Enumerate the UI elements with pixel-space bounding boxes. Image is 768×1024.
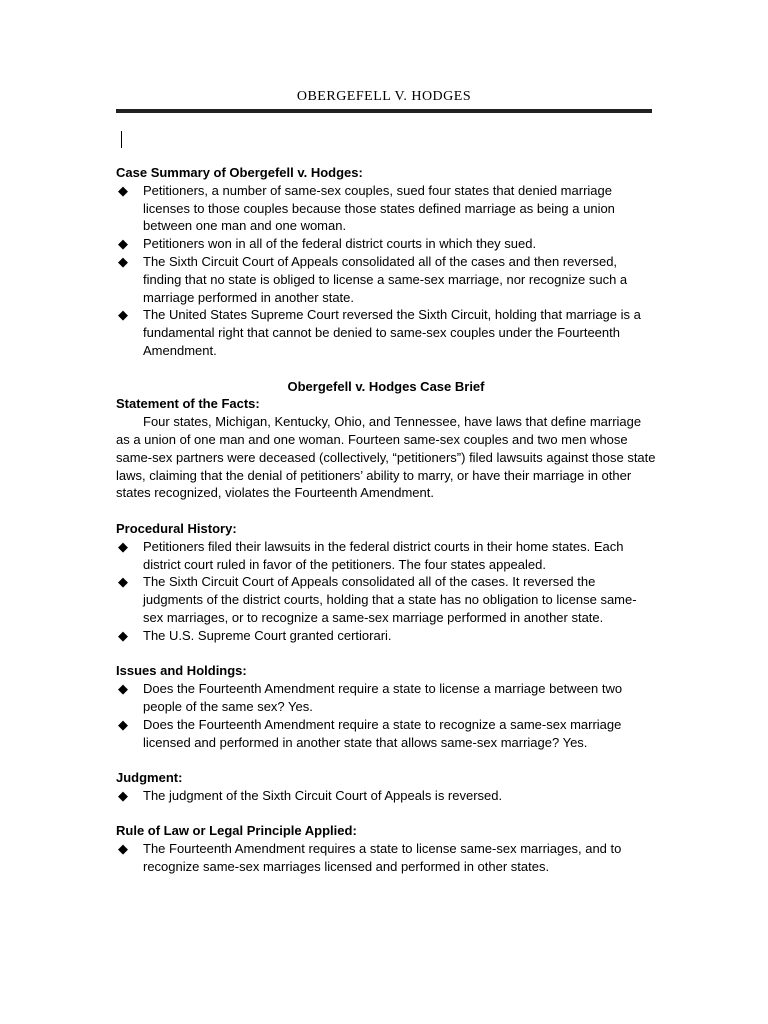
diamond-bullet-icon: ◆ [118,681,128,697]
list-item [116,627,656,645]
diamond-bullet-icon: ◆ [118,716,128,732]
issues-list [116,680,656,751]
list-item [116,182,656,235]
list-item [116,573,656,626]
diamond-bullet-icon: ◆ [118,627,128,643]
list-item-text: The Sixth Circuit Court of Appeals consolidated all of the cases and then reversed, finding that no state is obliged to license a same-sex marriage, nor recognize such a marriage performed in another state. [143,253,628,305]
issues-heading: Issues and Holdings: [116,663,247,679]
list-item [116,235,656,253]
diamond-bullet-icon: ◆ [118,236,128,252]
list-item-text: The Sixth Circuit Court of Appeals consolidated all of the cases. It reversed the judgments of the district courts, holding that a state has no obligation to license same-sex marriages, or to recognize a same-sex marriage performed in another state. [143,574,637,625]
diamond-bullet-icon: ◆ [118,538,128,554]
diamond-bullet-icon: ◆ [118,574,128,590]
text-cursor [121,131,122,148]
list-item [116,538,656,574]
header-rule [116,109,652,113]
case-brief-title: Obergefell v. Hodges Case Brief [287,378,485,394]
diamond-bullet-icon: ◆ [118,182,128,198]
list-item-text: Does the Fourteenth Amendment require a state to recognize a same-sex marriage licensed and performed in another state that allows same-sex marriage? Yes. [143,716,622,750]
list-item-text: The judgment of the Sixth Circuit Court of Appeals is reversed. [143,787,503,803]
rule-of-law-heading: Rule of Law or Legal Principle Applied: [116,823,357,839]
judgment-heading: Judgment: [116,770,183,786]
list-item-text: Petitioners won in all of the federal district courts in which they sued. [143,236,537,252]
diamond-bullet-icon: ◆ [118,307,128,323]
list-item [116,840,656,876]
document-body [116,164,656,876]
list-item-text: Petitioners, a number of same-sex couples, sued four states that denied marriage licenses to those couples because those states defined marriage as being a union between one man and one woman. [143,182,615,234]
facts-heading: Statement of the Facts: [116,396,260,412]
procedural-history-heading: Procedural History: [116,520,237,536]
diamond-bullet-icon: ◆ [118,841,128,857]
list-item-text: The United States Supreme Court reversed the Sixth Circuit, holding that marriage is a fundamental right that cannot be denied to same-sex couples under the Fourteenth Amendment. [143,307,641,358]
list-item [116,306,656,359]
list-item-text: Does the Fourteenth Amendment require a state to license a marriage between two people of the same sex? Yes. [143,681,623,714]
facts-paragraph: Four states, Michigan, Kentucky, Ohio, and Tennessee, have laws that define marriage as a union of one man and one woman. Fourteen same-sex couples and two men whose same-sex partners were deceased (collectively, “petitioners”) filed lawsuits against those state laws, claiming that the denial of petitioners’ ability to marry, or have their marriage in other states recognized, violates the Fourteenth Amendment. [116,414,656,501]
list-item-text: The U.S. Supreme Court granted certiorari. [143,627,392,643]
list-item [116,787,656,805]
case-summary-heading: Case Summary of Obergefell v. Hodges: [116,165,363,180]
case-summary-list [116,182,656,360]
diamond-bullet-icon: ◆ [118,253,128,269]
list-item [116,680,656,716]
list-item-text: Petitioners filed their lawsuits in the federal district courts in their home states. Each district court ruled in favor of the petitioners. The four states appealed. [143,538,624,572]
list-item [116,253,656,306]
document-header-title: OBERGEFELL V. HODGES [296,89,472,104]
procedural-history-list [116,538,656,645]
diamond-bullet-icon: ◆ [118,787,128,803]
list-item [116,716,656,752]
rule-of-law-list [116,840,656,876]
list-item-text: The Fourteenth Amendment requires a state to license same-sex marriages, and to recognize same-sex marriages licensed and performed in other states. [143,841,622,875]
judgment-list [116,787,656,805]
